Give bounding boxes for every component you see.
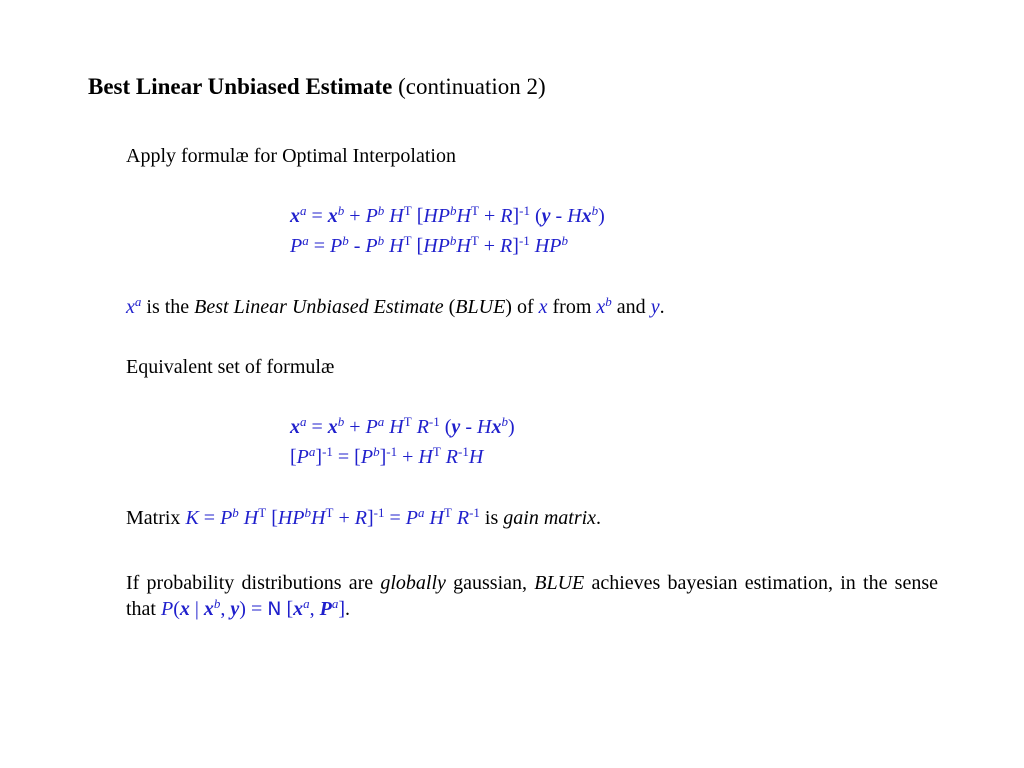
final-blue: BLUE bbox=[534, 572, 585, 594]
blue-full-name: Best Linear Unbiased Estimate bbox=[194, 296, 444, 318]
equivalent-covariance-equation: $[P^a]^{-1} = [P^b]^{-1} + H^T$ $R^{-1}H$ bbox=[290, 444, 484, 468]
oi-analysis-equation: $x^a = x^b + P^b$ $H^T$ $[HP^bH^T + R]^{-1}$ (y - Hx$^b$) bbox=[290, 203, 605, 227]
intro-text: Apply formulæ for Optimal Interpolation bbox=[126, 145, 456, 167]
gain-matrix-sentence: Matrix $K = P^b$ $H^T$ $[HP^bH^T + R]^{-1} = P^a$ $H^T$ $R^{-1}$ is gain matrix. bbox=[126, 505, 602, 529]
equivalent-analysis-equation: $x^a = x^b + P^a$ $H^T$ $R^{-1}$ (y - Hx$^b$) bbox=[290, 414, 515, 438]
posterior-expression: P(x | $x^b$, y) = N [$x^a$, $P^a$] bbox=[161, 596, 346, 620]
blue-of: of bbox=[516, 296, 534, 318]
matrix-is: is bbox=[484, 507, 499, 529]
equivalent-heading: Equivalent set of formulæ bbox=[126, 356, 335, 378]
slide-title-bold: Best Linear Unbiased Estimate bbox=[88, 74, 393, 99]
blue-and: and bbox=[616, 296, 646, 318]
oi-covariance-equation: $P^a = P^b - P^b$ $H^T$ $[HP^bH^T + R]^{-1}$ $HP^b$ bbox=[290, 233, 568, 257]
gain-matrix-term: gain matrix bbox=[503, 507, 597, 529]
slide-title bbox=[88, 72, 546, 102]
blue-abbr: BLUE bbox=[455, 296, 506, 318]
slide-title-rest: (continuation 2) bbox=[398, 74, 546, 99]
final-globally: globally bbox=[380, 572, 446, 594]
blue-is-the: is the bbox=[146, 296, 190, 318]
final-part1: If probability distributions are bbox=[126, 572, 374, 594]
final-part3: achieves bayesian estimation, in the sense that bbox=[126, 572, 938, 620]
final-part2: gaussian, bbox=[453, 572, 528, 594]
bayesian-paragraph: If probability distributions are globally gaussian, BLUE achieves bayesian estimation, in the sense that P(x | $x^b$, y) = N [$x^a$, $P^a$]. bbox=[126, 572, 938, 620]
matrix-prefix: Matrix bbox=[126, 507, 181, 529]
blue-definition: $x^a$ is the Best Linear Unbiased Estimate (BLUE) of x from $x^b$ and y. bbox=[126, 294, 665, 318]
blue-from: from bbox=[552, 296, 592, 318]
